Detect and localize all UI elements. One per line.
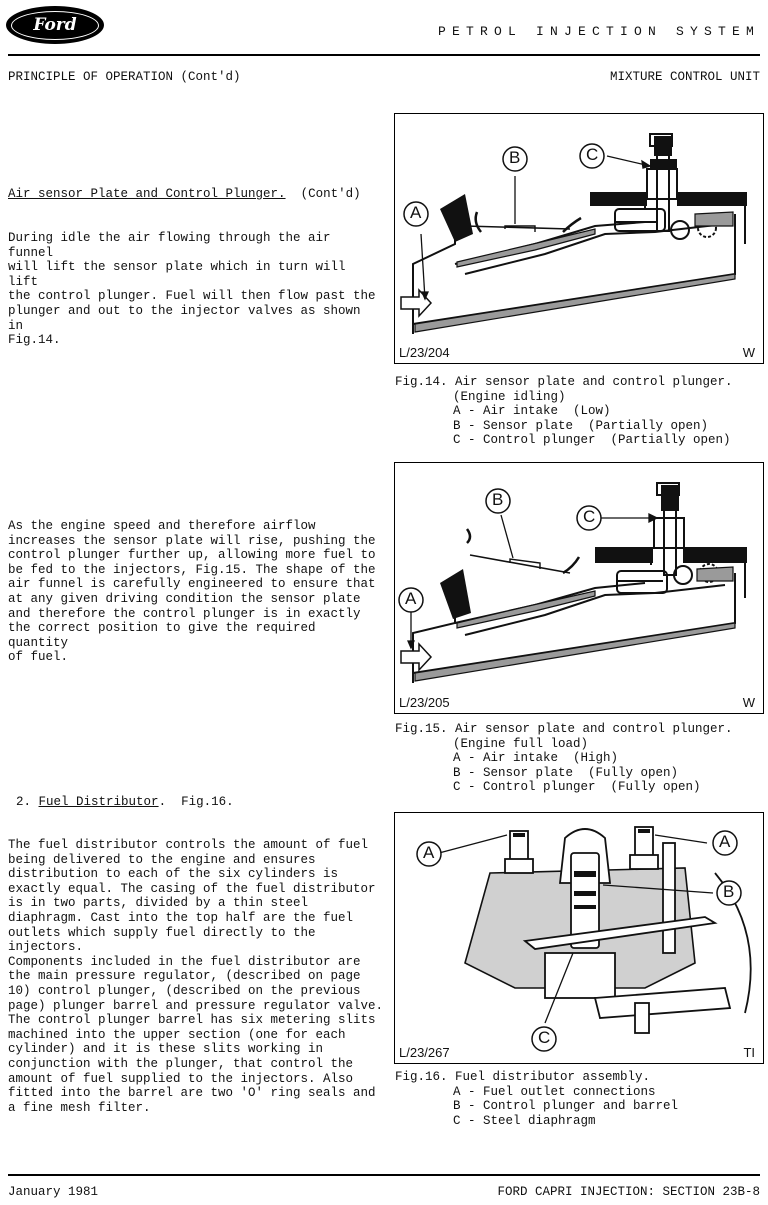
fig14-reference-code: L/23/204 [399,345,450,360]
figure-15-drawing [395,463,763,713]
ford-logo [6,6,104,44]
footer-date: January 1981 [8,1185,99,1199]
fig15-reference-code: L/23/205 [399,695,450,710]
figure-16-drawing [395,813,763,1063]
fig14-caption-line: C - Control plunger (Partially open) [453,433,731,448]
fig16-callout-c: C [538,1028,551,1047]
fig15-caption-line: C - Control plunger (Fully open) [453,780,701,795]
fig16-corner-mark: TI [743,1045,755,1060]
footer-rule [8,1174,760,1176]
section2-heading-suffix: . Fig.16. [158,795,234,809]
fig15-callout-b: B [492,490,504,509]
section1-heading-suffix: (Cont'd) [300,187,361,201]
section1-heading: Air sensor Plate and Control Plunger. [8,187,286,201]
document-title: PETROL INJECTION SYSTEM [437,24,760,39]
ford-logo-text: Ford [11,11,99,40]
figure-14-diagram [394,113,764,364]
fig14-caption-line: A - Air intake (Low) [453,404,611,419]
fig15-caption-line: A - Air intake (High) [453,751,619,766]
section2-heading-line [16,795,234,810]
fig16-caption-line: C - Steel diaphragm [453,1113,596,1128]
figure-16-diagram [394,812,764,1064]
fig16-caption-line: B - Control plunger and barrel [453,1099,679,1114]
fig14-caption-line: (Engine idling) [453,389,566,404]
fig14-callout-a: A [410,203,422,222]
section1-heading-line [8,187,361,202]
fig16-caption-title: Fig.16. Fuel distributor assembly. [395,1070,651,1084]
section-subtitle-left: PRINCIPLE OF OPERATION (Cont'd) [8,70,241,84]
fig14-corner-mark: W [742,345,755,360]
section-subtitle-right: MIXTURE CONTROL UNIT [609,70,760,84]
section1-paragraph-idle: During idle the air flowing through the air funnel will lift the sensor plate which in turn will lift the control plunger. Fuel will then flow past the plunger and out to the injector valves as shown in Fig.14. [8,231,376,348]
section2-number: 2. [16,795,32,809]
fig16-caption-line: A - Fuel outlet connections [453,1084,656,1099]
header-rule [8,54,760,56]
figure-14-drawing [395,114,763,363]
fig16-callout-a-right: A [719,832,731,851]
fig16-callout-b: B [723,882,735,901]
section2-heading: Fuel Distributor [38,795,159,809]
fig15-caption-title: Fig.15. Air sensor plate and control plunger. [395,722,733,736]
section1-paragraph-load: As the engine speed and therefore airflow increases the sensor plate will rise, pushing the control plunger further up, allowing more fuel to be fed to the injectors, Fig.15. The shape of the air funnel is carefully engineered to ensure that at any given driving condition the sensor plate and therefore the control plunger is in exactly the correct position to give the required quantity of fuel. [8,519,376,665]
section2-paragraph: The fuel distributor controls the amount of fuel being delivered to the engine and ensures distribution to each of the six cylinders is exactly equal. The casing of the fuel distributor is in two parts, divided by a thin steel diaphragm. Cast into the top half are the fuel outlets which supply fuel directly to the injectors. Components included in the fuel distributor are the main pressure regulator, (described on page 10) control plunger, (described on the previous page) plunger barrel and pressure regulator valve. The control plunger barrel has six metering slits machined into the upper section (one for each cylinder) and it is these slits working in conjunction with the plunger, that control the amount of fuel supplied to the injectors. Also fitted into the barrel are two 'O' ring seals and a fine mesh filter. [8,838,384,1115]
fig15-callout-c: C [583,507,596,526]
figure-15-diagram [394,462,764,714]
fig15-callout-a: A [405,589,417,608]
footer-section-reference: FORD CAPRI INJECTION: SECTION 23B-8 [497,1185,760,1199]
fig16-callout-a-left: A [423,843,435,862]
fig15-caption-line: B - Sensor plate (Fully open) [453,765,679,780]
fig14-callout-c: C [586,145,599,164]
fig14-callout-b: B [509,148,521,167]
fig14-caption-title: Fig.14. Air sensor plate and control plunger. [395,375,733,389]
fig15-caption-line: (Engine full load) [453,736,589,751]
fig16-reference-code: L/23/267 [399,1045,450,1060]
fig14-caption-line: B - Sensor plate (Partially open) [453,418,709,433]
fig15-corner-mark: W [742,695,755,710]
